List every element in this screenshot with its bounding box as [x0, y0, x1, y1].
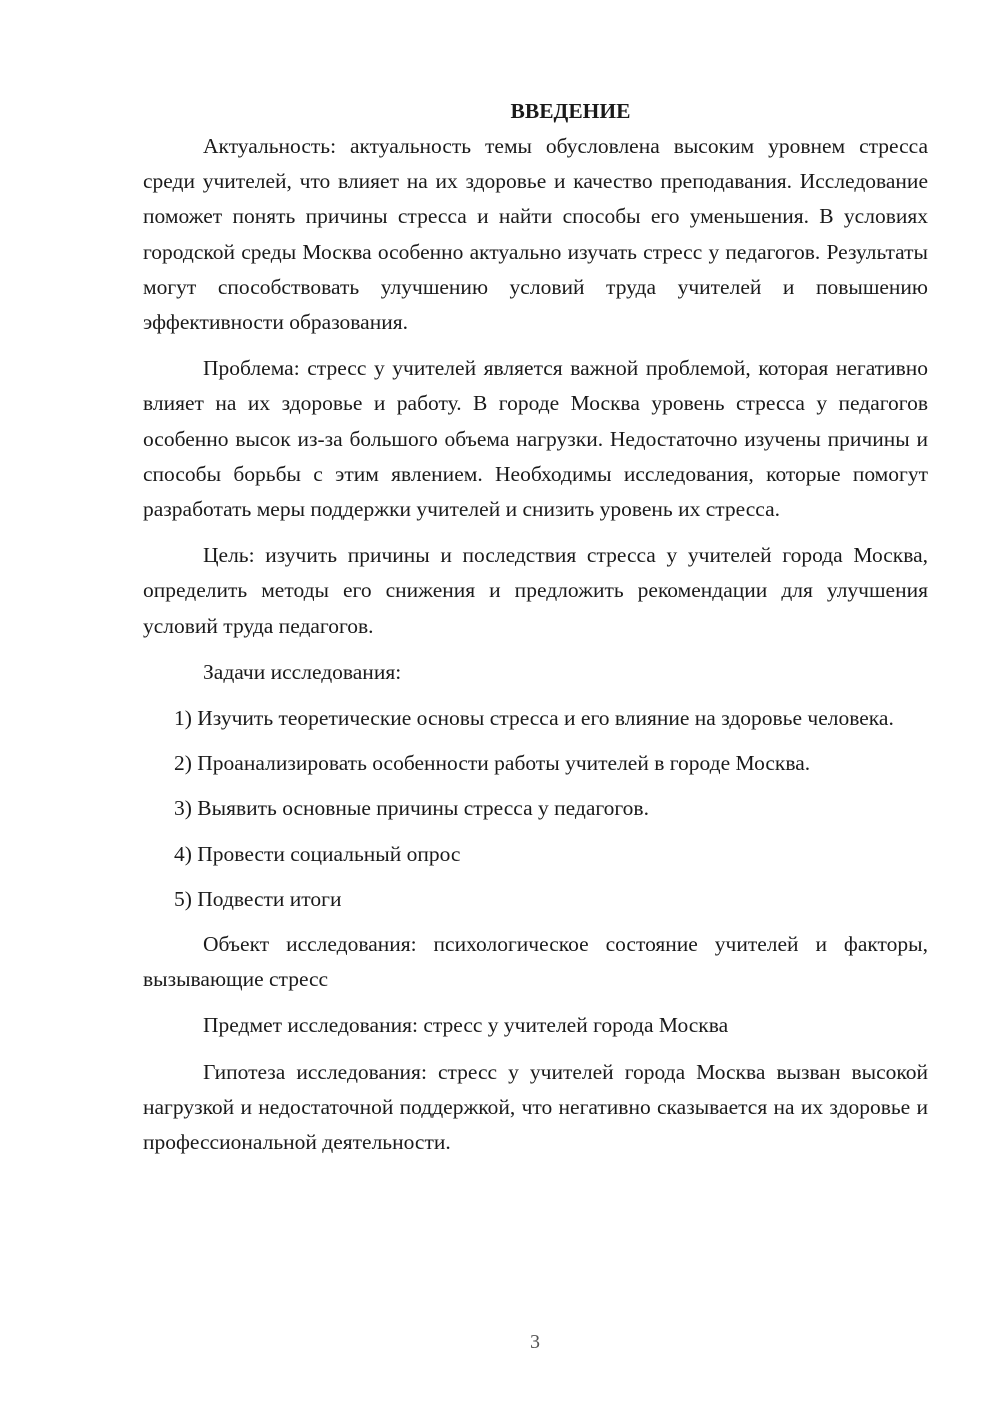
page-number: 3: [530, 1331, 540, 1353]
section-title: ВВЕДЕНИЕ: [510, 99, 631, 123]
list-item: 1) Изучить теоретические основы стресса и его влияние на здоровье человека.: [174, 706, 894, 731]
list-item: 5) Подвести итоги: [174, 886, 342, 911]
hypothesis-paragraph: Гипотеза исследования: стресс у учителей города Москва вызван высокой нагрузкой и недостаточной поддержкой, что негативно сказывается на их здоровье и профессиональной деятельности.: [143, 1059, 928, 1155]
list-item: 2) Проанализировать особенности работы учителей в городе Москва.: [174, 751, 811, 776]
tasks-heading: Задачи исследования:: [203, 659, 402, 684]
document-page: [143, 94, 928, 1171]
tasks-list: [143, 701, 928, 917]
goal-paragraph: Цель: изучить причины и последствия стресса у учителей города Москва, определить методы его снижения и предложить рекомендации для улучшения условий труда педагогов.: [143, 543, 928, 638]
problem-paragraph: Проблема: стресс у учителей является важной проблемой, которая негативно влияет на их здоровье и работу. В городе Москва уровень стресса у педагогов особенно высок из-за большого объема нагрузки. Недостаточно изучены причины и способы борьбы с этим явлением. Необходимы исследования, которые помогут разработать меры поддержки учителей и снизить уровень их стресса.: [143, 356, 928, 522]
list-item: 3) Выявить основные причины стресса у педагогов.: [174, 796, 649, 821]
object-paragraph: Объект исследования: психологическое состояние учителей и факторы, вызывающие стресс: [143, 932, 928, 992]
relevance-paragraph: Актуальность: актуальность темы обусловлена высоким уровнем стресса среди учителей, что влияет на их здоровье и качество преподавания. Исследование поможет понять причины стресса и найти способы его уменьшения. В условиях городской среды Москва особенно актуально изучать стресс у педагогов. Результаты могут способствовать улучшению условий труда учителей и повышению эффективности образования.: [143, 134, 928, 335]
subject-paragraph: Предмет исследования: стресс у учителей города Москва: [203, 1013, 729, 1038]
list-item: 4) Провести социальный опрос: [174, 841, 461, 866]
